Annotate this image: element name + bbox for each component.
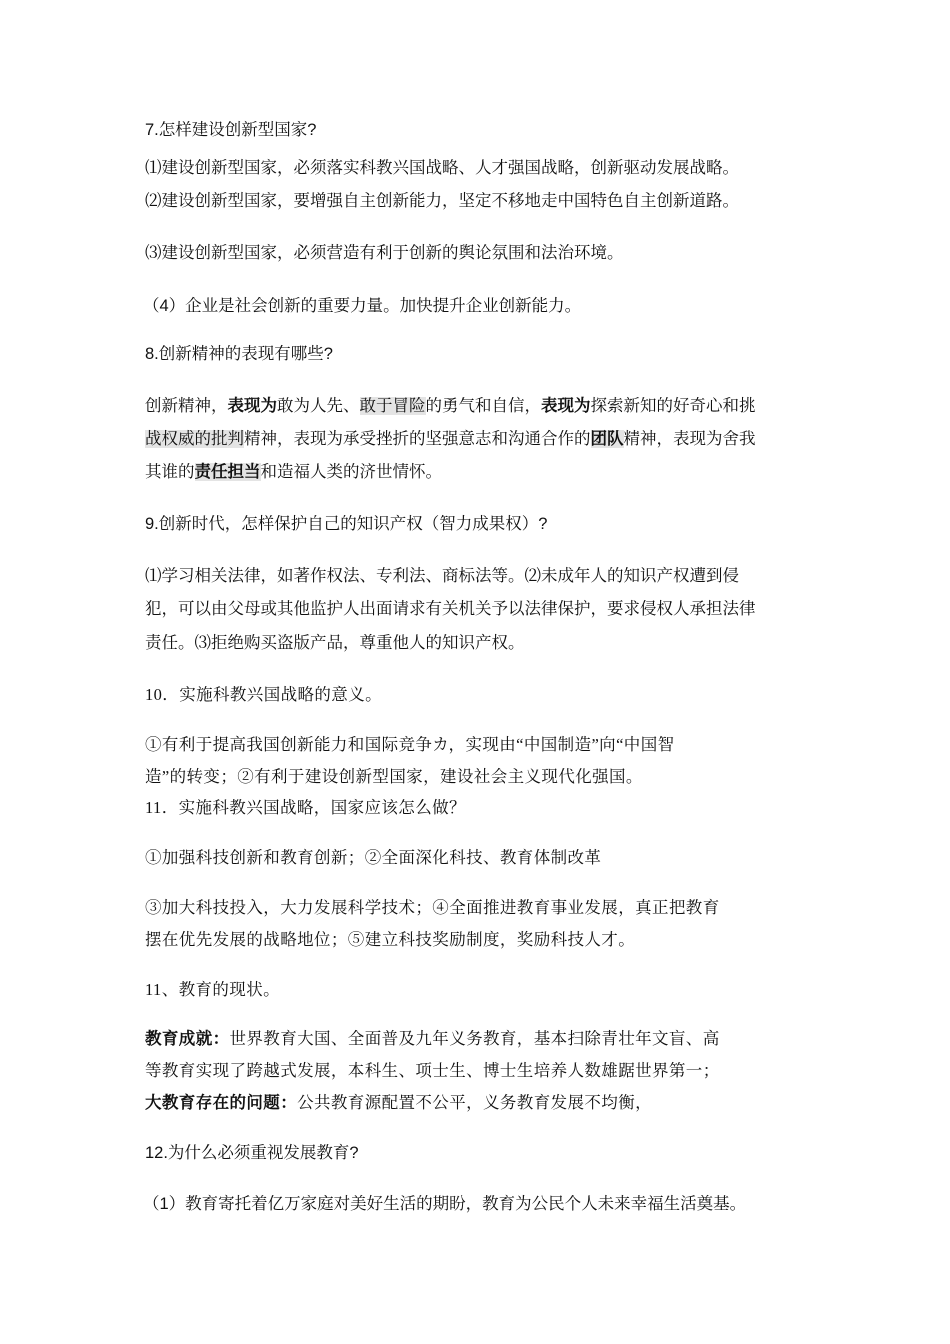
q8-line-3 xyxy=(145,461,442,483)
q10-line-2: 造”的转变；②有利于建设创新型国家，建设社会主义现代化强国。 xyxy=(145,767,643,786)
q12-title: 12.为什么必须重视发展教育? xyxy=(145,1144,359,1162)
q8-line2-b: 精神，表现为承受挫折的坚强意志和沟通合作的 xyxy=(244,430,591,448)
q8-line1-f: 表现为 xyxy=(541,397,591,415)
q8-line3-b: 责任担当 xyxy=(194,463,261,481)
q11b-line-1 xyxy=(145,1028,720,1050)
q8-line1-a: 创新精神， xyxy=(145,397,228,415)
q11b-line-3 xyxy=(145,1092,652,1114)
q8-line-2 xyxy=(145,428,756,450)
q11a-title: 11．实施科教兴国战略，国家应该怎么做？ xyxy=(145,798,466,817)
q8-line-1 xyxy=(145,395,756,417)
q10-title: 10．实施科教兴国战略的意义。 xyxy=(145,685,382,704)
q8-line1-g: 探索新知的好奇心和挑 xyxy=(590,397,756,415)
q7-item-4: （4）企业是社会创新的重要力量。加快提升企业创新能力。 xyxy=(143,297,582,315)
q11a-line-3: 摆在优先发展的战略地位；⑤建立科技奖励制度，奖励科技人才。 xyxy=(145,930,636,949)
q11a-line-1: ①加强科技创新和教育创新；②全面深化科技、教育体制改革 xyxy=(145,848,602,867)
q8-line2-c: 团队 xyxy=(590,430,624,448)
q7-item-3: ⑶建设创新型国家，必须营造有利于创新的舆论氛围和法治环境。 xyxy=(145,244,624,262)
q11b-title: 11、教育的现状。 xyxy=(145,980,280,999)
education-achievement-label: 教育成就： xyxy=(145,1030,230,1048)
q9-line-3: 责任。⑶拒绝购买盗版产品，尊重他人的知识产权。 xyxy=(145,634,525,652)
q8-line3-c: 和造福人类的济世情怀。 xyxy=(260,463,442,481)
education-achievement-text: 世界教育大国、全面普及九年义务教育，基本扫除青壮年文盲、高 xyxy=(229,1029,720,1048)
q8-line2-d: 精神，表现为舍我 xyxy=(623,430,756,448)
q9-line-2: 犯，可以由父母或其他监护人出面请求有关机关予以法律保护，要求侵权人承担法律 xyxy=(145,600,756,618)
q11a-line-2: ③加大科技投入，大力发展科学技术；④全面推进教育事业发展，真正把教育 xyxy=(145,898,720,917)
q9-line-1: ⑴学习相关法律，如著作权法、专利法、商标法等。⑵未成年人的知识产权遭到侵 xyxy=(145,567,739,585)
q7-item-1: ⑴建设创新型国家，必须落实科教兴国战略、人才强国战略，创新驱动发展战略。 xyxy=(145,159,739,177)
q11b-line-2: 等教育实现了跨越式发展，本科生、项士生、博士生培养人数雄踞世界第一； xyxy=(145,1061,720,1080)
q7-title: 7.怎样建设创新型国家? xyxy=(145,121,317,139)
q8-line1-e: 的勇气和自信， xyxy=(425,397,541,415)
education-problem-text: 公共教育源配置不公平，义务教育发展不均衡， xyxy=(297,1093,653,1112)
q8-title: 8.创新精神的表现有哪些? xyxy=(145,345,333,363)
q10-line-1: ①有利于提高我国创新能力和国际竞争カ，实现由“中国制造”向“中国智 xyxy=(145,735,675,754)
q12-item-1: （1）教育寄托着亿万家庭对美好生活的期盼，教育为公民个人未来幸福生活奠基。 xyxy=(143,1195,747,1213)
q8-line1-b: 表现为 xyxy=(227,397,277,415)
q8-line1-d: 敢于冒险 xyxy=(359,397,426,415)
q8-line1-c: 敢为人先、 xyxy=(277,397,360,415)
q9-title: 9.创新时代，怎样保护自己的知识产权（智力成果权）? xyxy=(145,515,548,533)
q8-line2-a: 战权威的批判 xyxy=(145,430,244,448)
q8-line3-a: 其谁的 xyxy=(145,463,195,481)
education-problem-label: 大教育存在的问题： xyxy=(145,1094,298,1112)
q7-item-2: ⑵建设创新型国家，要增强自主创新能力，坚定不移地走中国特色自主创新道路。 xyxy=(145,192,739,210)
